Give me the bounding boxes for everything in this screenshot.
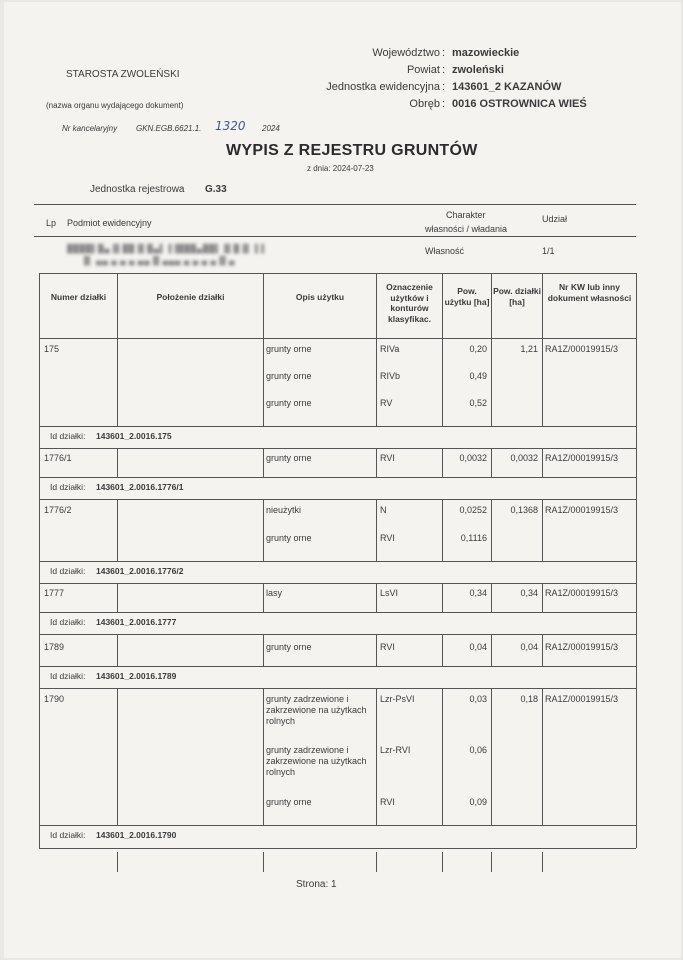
row-divider <box>39 688 636 689</box>
column-divider <box>542 448 543 477</box>
use-area: 0,49 <box>469 371 487 381</box>
col-header-symbol: Oznaczenie użytków i konturów klasyfikac. <box>386 282 433 324</box>
subject-col-character-1: Charakter <box>446 210 486 220</box>
column-divider <box>542 338 543 426</box>
value-unit: 143601_2 KAZANÓW <box>452 81 562 93</box>
use-area: 0,1116 <box>460 533 487 543</box>
column-divider <box>442 499 443 561</box>
authority-caption: (nazwa organu wydającego dokument) <box>46 101 184 110</box>
parcel-number: 1790 <box>44 694 65 704</box>
subject-col-character-2: własności / władania <box>425 224 508 234</box>
column-divider <box>117 688 118 825</box>
col-header-area-parcel: Pow. działki [ha] <box>493 286 541 307</box>
column-divider <box>117 338 118 426</box>
column-divider <box>263 448 264 477</box>
value-precinct: 0016 OSTROWNICA WIEŚ <box>452 98 587 110</box>
use-symbol: RIVa <box>380 344 400 354</box>
column-divider <box>376 634 377 666</box>
column-divider <box>442 634 443 666</box>
page-number: Strona: 1 <box>296 879 337 890</box>
column-divider <box>263 634 264 666</box>
parcel-id: 143601_2.0016.1776/2 <box>96 566 184 576</box>
parcel-kw: RA1Z/00019915/3 <box>545 642 619 652</box>
parcel-number: 175 <box>44 344 60 354</box>
use-area: 0,06 <box>469 745 487 755</box>
use-description: grunty orne <box>266 533 312 543</box>
parcel-id-label: Id działki: <box>50 830 86 840</box>
value-voivodeship: mazowieckie <box>452 47 520 59</box>
row-divider <box>39 426 636 427</box>
col-header-location: Położenie działki <box>156 292 225 302</box>
row-divider <box>39 499 636 500</box>
use-description: grunty orne <box>266 642 312 652</box>
parcel-id-label: Id działki: <box>50 671 86 681</box>
col-header-area-use: Pow. użytku [ha] <box>444 286 490 307</box>
document-title: WYPIS Z REJESTRU GRUNTÓW <box>226 142 478 159</box>
parcel-id: 143601_2.0016.1789 <box>96 671 177 681</box>
parcel-id-label: Id działki: <box>50 482 86 492</box>
use-symbol: RVI <box>380 642 395 652</box>
row-divider <box>39 477 636 478</box>
subject-col-lp: Lp <box>46 218 57 228</box>
row-divider <box>39 612 636 613</box>
document-date: z dnia: 2024-07-23 <box>307 164 374 173</box>
column-divider <box>442 338 443 426</box>
use-description: grunty orne <box>266 453 312 463</box>
row-divider <box>39 583 636 584</box>
subject-col-share: Udział <box>542 214 568 224</box>
use-symbol: RV <box>380 398 393 408</box>
column-divider <box>442 688 443 825</box>
owner-address-redacted: ▐▌ ▄▄ ▄ ▄ ▄ ▄▄▐▌▄▄▄ ▄ ▄ ▄ ▄▐▌▄ <box>81 256 236 265</box>
column-divider <box>442 448 443 477</box>
parcel-id: 143601_2.0016.1790 <box>96 830 177 840</box>
use-description: grunty orne <box>266 398 312 408</box>
parcel-area: 0,04 <box>520 642 538 652</box>
ownership-type: Własność <box>425 246 465 256</box>
row-divider <box>39 825 636 826</box>
column-divider <box>376 499 377 561</box>
column-divider <box>376 338 377 426</box>
value-county: zwoleński <box>452 64 504 76</box>
owner-name-redacted: ████▌█▄▐▌██▐▌█▄▌▐▐███▄██▌▐▌█▐▌▐▐ <box>67 244 265 253</box>
ref-handwritten-number: 1320 <box>215 119 246 133</box>
parcel-kw: RA1Z/00019915/3 <box>545 453 619 463</box>
use-area: 0,20 <box>469 344 487 354</box>
row-divider <box>39 634 636 635</box>
column-divider <box>117 499 118 561</box>
use-description: grunty orne <box>266 344 312 354</box>
use-area: 0,52 <box>469 398 487 408</box>
col-header-kw: Nr KW lub inny dokument własności <box>547 282 632 303</box>
use-area: 0,03 <box>469 694 487 704</box>
column-divider <box>542 634 543 666</box>
label-voivodeship: Województwo <box>372 47 440 59</box>
parcel-area: 0,1368 <box>510 505 538 515</box>
column-divider <box>542 583 543 612</box>
parcel-area: 1,21 <box>520 344 538 354</box>
label-unit: Jednostka ewidencyjna <box>326 81 440 93</box>
ref-label: Nr kancelaryjny <box>62 124 118 133</box>
parcel-kw: RA1Z/00019915/3 <box>545 694 619 704</box>
label-county: Powiat <box>406 64 440 76</box>
use-area: 0,34 <box>469 588 487 598</box>
column-divider <box>263 499 264 561</box>
parcel-area: 0,34 <box>520 588 538 598</box>
use-area: 0,09 <box>469 797 487 807</box>
column-divider <box>542 688 543 825</box>
use-description: lasy <box>266 588 283 598</box>
ref-prefix: GKN.EGB.6621.1. <box>136 124 202 133</box>
parcel-number: 1776/1 <box>44 453 72 463</box>
column-divider <box>376 448 377 477</box>
column-divider <box>376 688 377 825</box>
document-page: STAROSTA ZWOLEŃSKI (nazwa organu wydającego dokument) Województwo Powiat Jednostka ewidencyjna Obręb : : : : mazowieckie zwoleński 143601_2 KAZANÓW 0016 OSTROWNICA WIEŚ Nr kancelaryjny GKN.EGB.6621.1. 1320 2024 WYPIS Z REJESTRU GRUNTÓW z dnia: 2024-07-23 Jednostka rejestrowa G.33 Lp Podmiot ewidencyjny Charakter własności / władania Udział ████▌█▄▐▌██▐▌█▄▌▐▐███▄██▌▐▌█▐▌▐▐ ▐▌ ▄▄ ▄ ▄ ▄ ▄▄▐▌▄▄▄ ▄ ▄ ▄ ▄▐▌▄ Własność 1/1 Numer działki Położenie działki Opis użytku Oznaczenie użytków i konturów klasyfikac. Pow. użytku [ha] Pow. działki [ha] Nr KW lub inny dokument własności 175 1,21 RA1Z/00019915/3 grunty orne RIVa 0,20 grunty orne RIVb 0,49 grunty orne RV 0,52 Id działki: 143601_2.0016.175 1776/1 0,0032 RA1Z/00019915/3 grunty orne RVI 0,0032 Id działki: 143601_2.0016.1776/1 1776/2 0,1368 RA1Z/00019915/3 nieużytki N 0,0252 grunty orne RVI 0,1116 Id działki: 143601_2.0016.1776/2 1777 0,34 RA1Z/00019915/3 lasy LsVI 0,34 Id działki: 143601_2.0016.1777 1789 0,04 RA1Z/00019915/3 grunty orne RVI 0,04 Id działki: 143601_2.0016.1789 1790 0,18 RA1Z/00019915/3 grunty zadrzewione i zakrzewione na użytkach rolnych Lzr-PsVI 0,03 grunty zadrzewione i zakrzewione na użytkach rolnych Lzr-RVI 0,06 grunty orne RVI 0,09 Id działki: 143601_2.0016.1790 Strona: 1 <box>4 2 681 958</box>
column-divider <box>542 499 543 561</box>
parcel-kw: RA1Z/00019915/3 <box>545 344 619 354</box>
parcel-kw: RA1Z/00019915/3 <box>545 505 619 515</box>
issuing-authority: STAROSTA ZWOLEŃSKI <box>66 69 180 80</box>
use-symbol: Lzr-PsVI <box>380 694 415 704</box>
use-symbol: LsVI <box>380 588 399 598</box>
use-description: grunty zadrzewione i zakrzewione na użytkach rolnych <box>266 694 367 726</box>
column-divider <box>491 688 492 825</box>
column-divider <box>263 688 264 825</box>
registry-unit-label: Jednostka rejestrowa <box>90 184 185 195</box>
column-divider <box>117 448 118 477</box>
use-description: grunty orne <box>266 371 312 381</box>
parcel-id-label: Id działki: <box>50 566 86 576</box>
row-divider <box>39 561 636 562</box>
use-area: 0,0032 <box>459 453 487 463</box>
use-symbol: N <box>380 505 387 515</box>
row-divider <box>39 666 636 667</box>
use-symbol: RIVb <box>380 371 401 381</box>
parcel-area: 0,18 <box>520 694 538 704</box>
parcel-id: 143601_2.0016.1777 <box>96 617 177 627</box>
label-precinct: Obręb <box>409 98 440 110</box>
parcel-number: 1789 <box>44 642 65 652</box>
use-description: nieużytki <box>266 505 302 515</box>
use-description: grunty zadrzewione i zakrzewione na użytkach rolnych <box>266 745 367 777</box>
parcel-id-label: Id działki: <box>50 431 86 441</box>
parcel-kw: RA1Z/00019915/3 <box>545 588 619 598</box>
use-symbol: RVI <box>380 533 395 543</box>
use-symbol: RVI <box>380 453 395 463</box>
parcel-id: 143601_2.0016.175 <box>96 431 172 441</box>
parcel-number: 1777 <box>44 588 65 598</box>
use-area: 0,04 <box>469 642 487 652</box>
ownership-share: 1/1 <box>542 246 555 256</box>
registry-unit-value: G.33 <box>205 184 227 195</box>
column-divider <box>442 583 443 612</box>
column-divider <box>263 338 264 426</box>
parcel-area: 0,0032 <box>510 453 538 463</box>
row-divider <box>39 448 636 449</box>
column-divider <box>117 583 118 612</box>
col-header-parcel-number: Numer działki <box>50 292 107 302</box>
column-divider <box>117 634 118 666</box>
subject-col-entity: Podmiot ewidencyjny <box>67 218 152 228</box>
ref-year: 2024 <box>262 124 280 133</box>
col-header-use: Opis użytku <box>295 292 345 302</box>
use-area: 0,0252 <box>459 505 487 515</box>
parcel-id-label: Id działki: <box>50 617 86 627</box>
column-divider <box>263 583 264 612</box>
parcel-number: 1776/2 <box>44 505 72 515</box>
parcel-id: 143601_2.0016.1776/1 <box>96 482 184 492</box>
use-symbol: RVI <box>380 797 395 807</box>
use-description: grunty orne <box>266 797 312 807</box>
use-symbol: Lzr-RVI <box>380 745 411 755</box>
column-divider <box>376 583 377 612</box>
